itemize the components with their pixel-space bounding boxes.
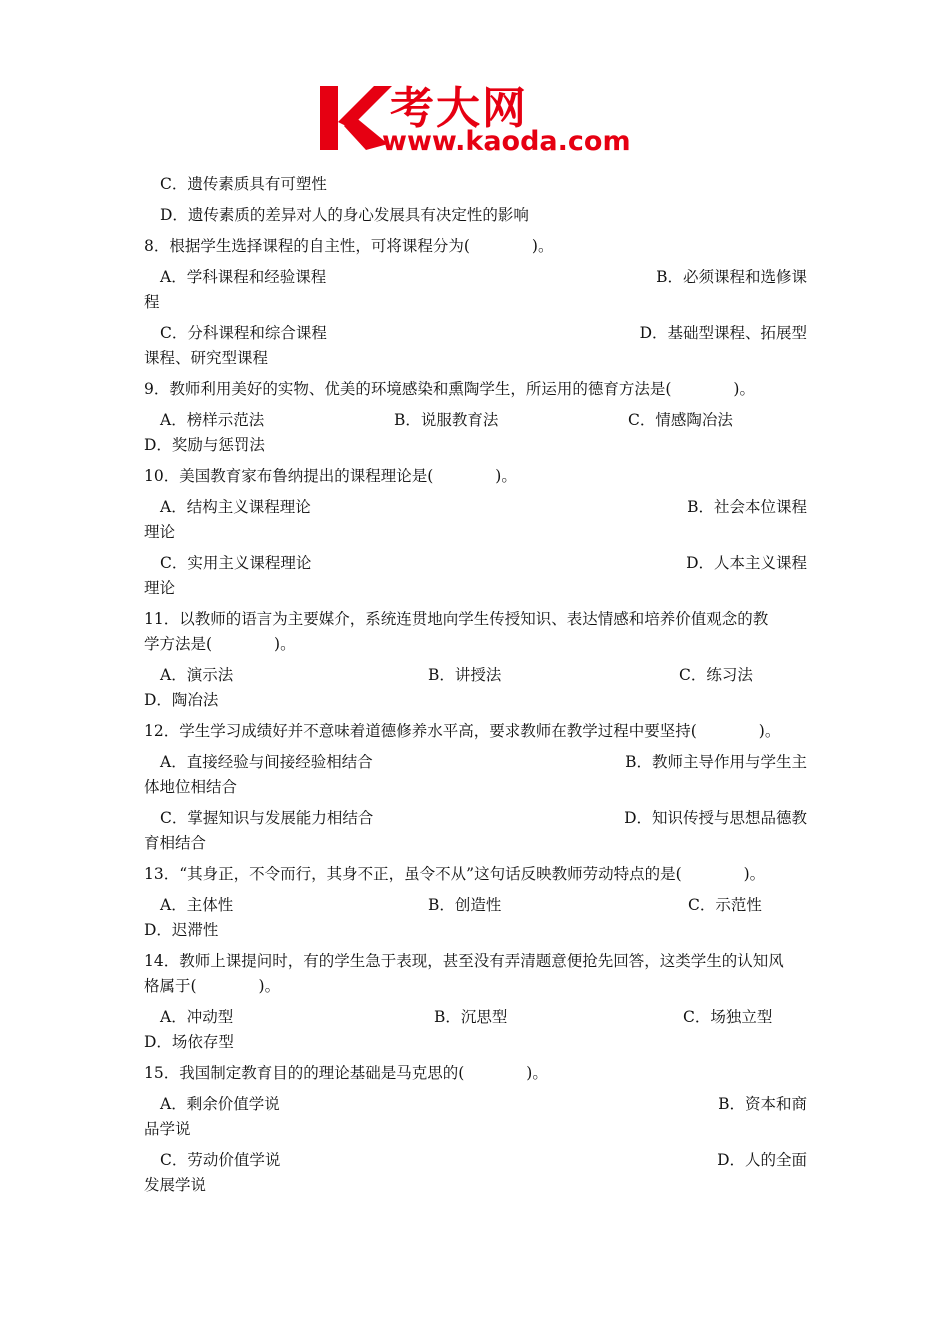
q8-option-d: D．基础型课程、拓展型 — [639, 324, 807, 342]
q14-stem-cont: 格属于( )。 — [144, 977, 281, 995]
q8-stem: 8．根据学生选择课程的自主性，可将课程分为( )。 — [144, 237, 554, 255]
q15-option-d-cont: 发展学说 — [144, 1176, 207, 1194]
kaoda-logo — [318, 78, 638, 160]
q10-options-cd — [144, 551, 807, 576]
q13-stem: 13．“其身正，不令而行，其身不正，虽令不从”这句话反映教师劳动特点的是( )。 — [144, 865, 766, 883]
q10-option-d: D．人本主义课程 — [686, 554, 807, 572]
q8-options-ab — [144, 265, 807, 290]
logo-url: www.kaoda.com — [382, 126, 631, 157]
q14-options-abc — [144, 1005, 807, 1030]
q15-option-c: C．劳动价值学说 — [160, 1151, 281, 1169]
q7-option-d: D．遗传素质的差异对人的身心发展具有决定性的影响 — [160, 206, 529, 224]
q8-option-d-cont: 课程、研究型课程 — [144, 349, 269, 367]
q14-option-d: D．场依存型 — [144, 1033, 234, 1051]
q10-option-d-cont: 理论 — [144, 579, 176, 597]
q12-option-b: B．教师主导作用与学生主 — [625, 753, 807, 771]
q12-options-ab — [144, 750, 807, 775]
q12-stem: 12．学生学习成绩好并不意味着道德修养水平高，要求教师在教学过程中要坚持( )。 — [144, 722, 781, 740]
q14-option-c: C．场独立型 — [683, 1008, 773, 1026]
q8-option-c: C．分科课程和综合课程 — [160, 324, 327, 342]
q14-option-b: B．沉思型 — [434, 1008, 508, 1026]
q11-option-b: B．讲授法 — [428, 666, 502, 684]
q12-option-b-cont: 体地位相结合 — [144, 778, 238, 796]
q12-options-cd — [144, 806, 807, 831]
q14-option-a: A．冲动型 — [160, 1008, 234, 1026]
q11-option-d: D．陶冶法 — [144, 691, 219, 709]
q8-option-b: B．必须课程和选修课 — [656, 268, 807, 286]
logo-chinese-name: 考大网 — [390, 83, 528, 134]
q15-option-d: D．人的全面 — [717, 1151, 807, 1169]
exam-content — [144, 172, 807, 1198]
q8-option-b-cont: 程 — [144, 293, 160, 311]
q13-option-b: B．创造性 — [428, 896, 502, 914]
q13-option-c: C．示范性 — [688, 896, 762, 914]
q10-options-ab — [144, 495, 807, 520]
q15-option-b: B．资本和商 — [718, 1095, 807, 1113]
q9-stem: 9．教师利用美好的实物、优美的环境感染和熏陶学生，所运用的德育方法是( )。 — [144, 380, 755, 398]
q11-option-c: C．练习法 — [679, 666, 753, 684]
q11-stem-cont: 学方法是( )。 — [144, 635, 296, 653]
q12-option-d: D．知识传授与思想品德教 — [624, 809, 807, 827]
q9-options-abc — [144, 408, 807, 433]
q15-option-b-cont: 品学说 — [144, 1120, 191, 1138]
q11-options-abc — [144, 663, 807, 688]
q13-options-abc — [144, 893, 807, 918]
q10-option-c: C．实用主义课程理论 — [160, 554, 312, 572]
q9-option-a: A．榜样示范法 — [160, 411, 265, 429]
q13-option-d: D．迟滞性 — [144, 921, 219, 939]
q7-option-c: C．遗传素质具有可塑性 — [160, 175, 327, 193]
q9-option-c: C．情感陶冶法 — [628, 411, 733, 429]
q15-options-ab — [144, 1092, 807, 1117]
q10-stem: 10．美国教育家布鲁纳提出的课程理论是( )。 — [144, 467, 517, 485]
q10-option-b: B．社会本位课程 — [687, 498, 807, 516]
q14-stem: 14．教师上课提问时，有的学生急于表现，甚至没有弄清题意便抢先回答，这类学生的认知风 — [144, 952, 784, 970]
q12-option-c: C．掌握知识与发展能力相结合 — [160, 809, 374, 827]
q10-option-b-cont: 理论 — [144, 523, 176, 541]
q11-option-a: A．演示法 — [160, 666, 234, 684]
q11-stem: 11．以教师的语言为主要媒介，系统连贯地向学生传授知识、表达情感和培养价值观念的教 — [144, 610, 769, 628]
q9-option-d: D．奖励与惩罚法 — [144, 436, 265, 454]
q8-option-a: A．学科课程和经验课程 — [160, 268, 327, 286]
q15-stem: 15．我国制定教育目的的理论基础是马克思的( )。 — [144, 1064, 548, 1082]
q12-option-d-cont: 育相结合 — [144, 834, 207, 852]
q15-options-cd — [144, 1148, 807, 1173]
q12-option-a: A．直接经验与间接经验相结合 — [160, 753, 373, 771]
q13-option-a: A．主体性 — [160, 896, 234, 914]
q8-options-cd — [144, 321, 807, 346]
q10-option-a: A．结构主义课程理论 — [160, 498, 311, 516]
q15-option-a: A．剩余价值学说 — [160, 1095, 280, 1113]
q9-option-b: B．说服教育法 — [394, 411, 499, 429]
